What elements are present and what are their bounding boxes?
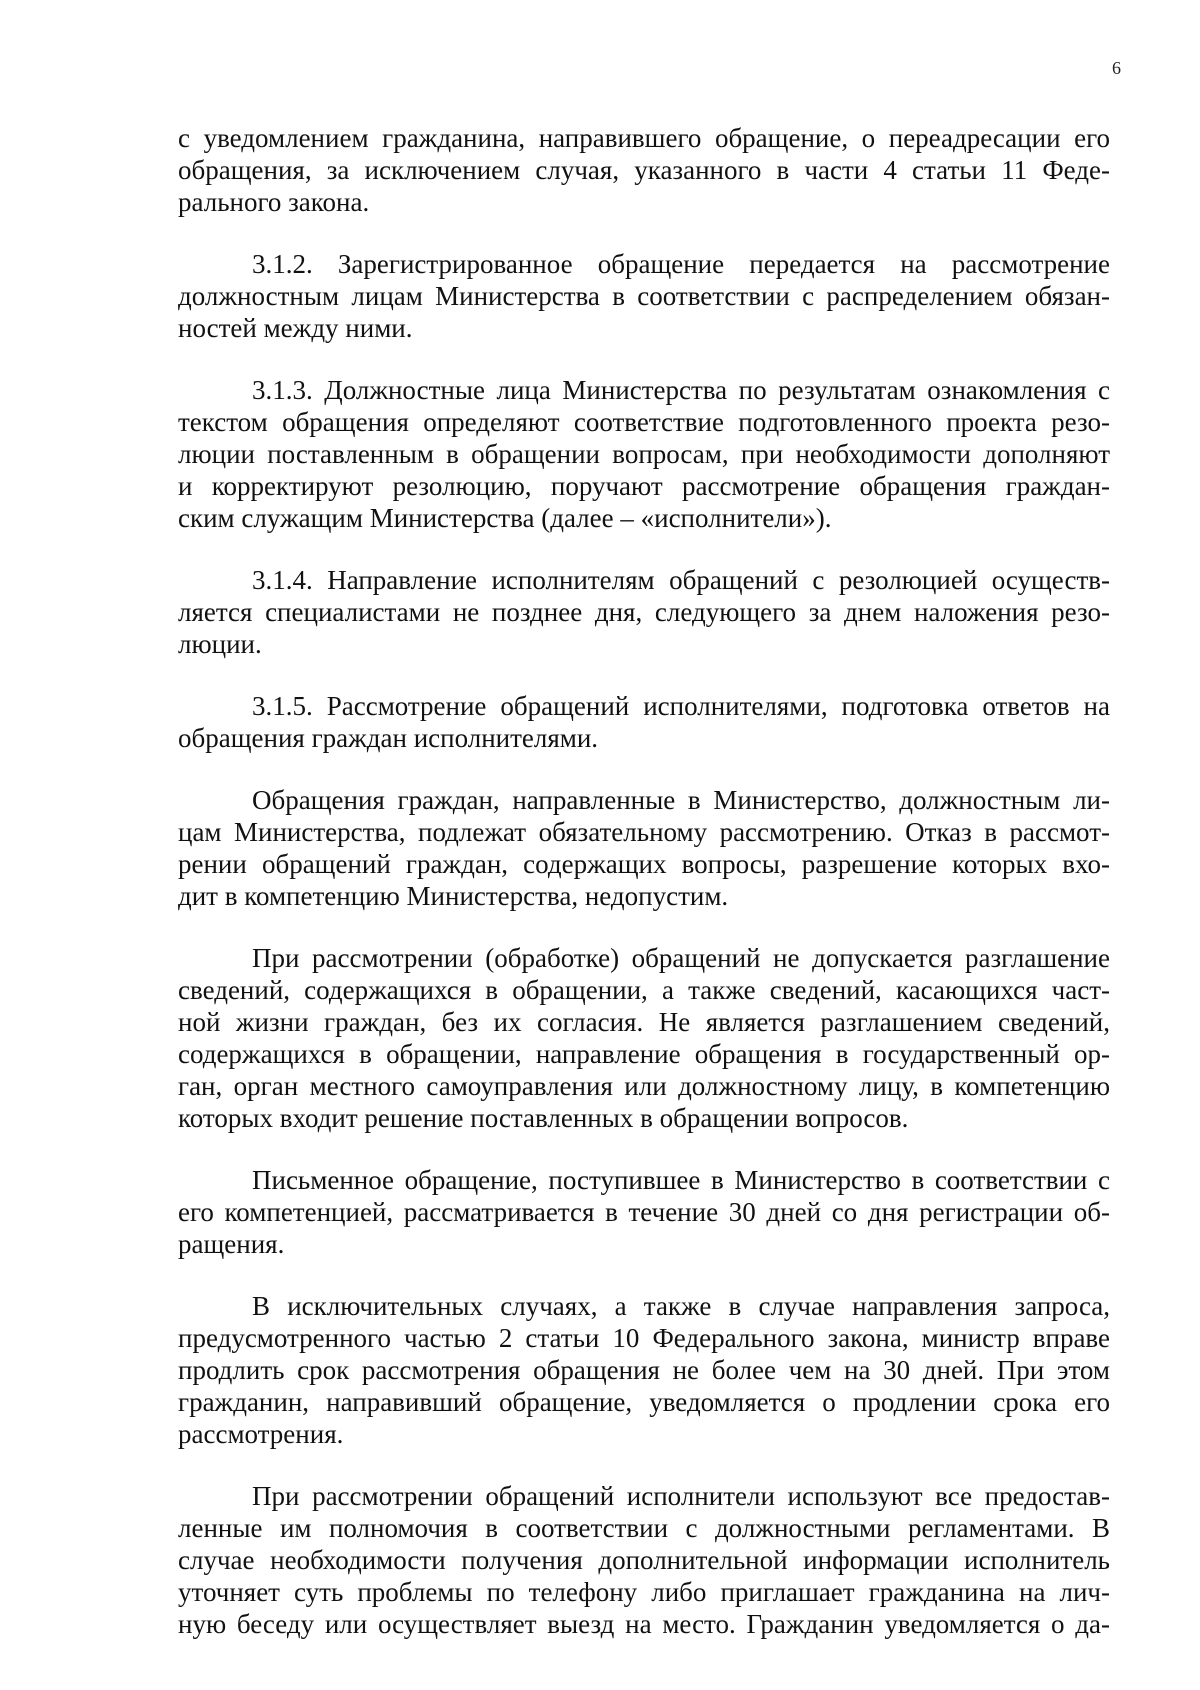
paragraph <box>178 784 1110 912</box>
text-line: При рассмотрении обращений исполнители используют все предостав- <box>252 1481 1110 1511</box>
paragraph <box>178 1164 1110 1260</box>
text-line: ностей между ними. <box>178 313 413 343</box>
text-line: Письменное обращение, поступившее в Министерство в соответствии с <box>252 1165 1110 1195</box>
text-line: содержащихся в обращении, направление обращения в государственный ор- <box>178 1039 1110 1069</box>
paragraph <box>178 942 1110 1134</box>
text-line: продлить срок рассмотрения обращения не более чем на 30 дней. При этом <box>178 1355 1110 1385</box>
text-line: люции поставленным в обращении вопросам, при необходимости дополняют <box>178 439 1110 469</box>
paragraph <box>178 374 1110 534</box>
text-line: В исключительных случаях, а также в случае направления запроса, <box>252 1291 1110 1321</box>
text-line: текстом обращения определяют соответствие подготовленного проекта резо- <box>178 407 1110 437</box>
text-line: ной жизни граждан, без их согласия. Не является разглашением сведений, <box>178 1007 1110 1037</box>
text-line: с уведомлением гражданина, направившего обращение, о переадресации его <box>178 123 1110 153</box>
text-line: должностным лицам Министерства в соответствии с распределением обязан- <box>178 281 1110 311</box>
paragraph <box>178 1290 1110 1450</box>
text-line: При рассмотрении (обработке) обращений не допускается разглашение <box>252 943 1110 973</box>
text-line: ленные им полномочия в соответствии с должностными регламентами. В <box>178 1513 1110 1543</box>
text-line: гражданин, направивший обращение, уведомляется о продлении срока его <box>178 1387 1110 1417</box>
text-line: 3.1.3. Должностные лица Министерства по результатам ознакомления с <box>252 375 1110 405</box>
text-line: цам Министерства, подлежат обязательному рассмотрению. Отказ в рассмот- <box>178 817 1110 847</box>
text-line: его компетенцией, рассматривается в течение 30 дней со дня регистрации об- <box>178 1197 1110 1227</box>
text-line: 3.1.2. Зарегистрированное обращение передается на рассмотрение <box>252 249 1110 279</box>
text-line: обращения, за исключением случая, указанного в части 4 статьи 11 Феде- <box>178 155 1110 185</box>
text-line: случае необходимости получения дополнительной информации исполнитель <box>178 1545 1110 1575</box>
text-line: сведений, содержащихся в обращении, а также сведений, касающихся част- <box>178 975 1110 1005</box>
document-body <box>178 122 1110 1670</box>
paragraph <box>178 122 1110 218</box>
text-line: ган, орган местного самоуправления или должностному лицу, в компетенцию <box>178 1071 1110 1101</box>
text-line: ращения. <box>178 1229 285 1259</box>
text-line: дит в компетенцию Министерства, недопустим. <box>178 881 729 911</box>
paragraph <box>178 564 1110 660</box>
text-line: ную беседу или осуществляет выезд на место. Гражданин уведомляется о да- <box>178 1609 1110 1639</box>
text-line: ским служащим Министерства (далее – «исполнители»). <box>178 503 832 533</box>
text-line: 3.1.4. Направление исполнителям обращений с резолюцией осуществ- <box>252 565 1110 595</box>
text-line: и корректируют резолюцию, поручают рассмотрение обращения граждан- <box>178 471 1110 501</box>
text-line: Обращения граждан, направленные в Министерство, должностным ли- <box>252 785 1110 815</box>
text-line: рального закона. <box>178 187 370 217</box>
paragraph <box>178 248 1110 344</box>
text-line: предусмотренного частью 2 статьи 10 Федерального закона, министр вправе <box>178 1323 1110 1353</box>
paragraph <box>178 690 1110 754</box>
text-line: уточняет суть проблемы по телефону либо приглашает гражданина на лич- <box>178 1577 1110 1607</box>
text-line: рении обращений граждан, содержащих вопросы, разрешение которых вхо- <box>178 849 1110 879</box>
text-line: которых входит решение поставленных в обращении вопросов. <box>178 1103 909 1133</box>
text-line: 3.1.5. Рассмотрение обращений исполнителями, подготовка ответов на <box>252 691 1110 721</box>
text-line: ляется специалистами не позднее дня, следующего за днем наложения резо- <box>178 597 1110 627</box>
page-number: 6 <box>1112 58 1121 78</box>
text-line: рассмотрения. <box>178 1419 344 1449</box>
text-line: люции. <box>178 629 262 659</box>
text-line: обращения граждан исполнителями. <box>178 723 599 753</box>
paragraph <box>178 1480 1110 1640</box>
